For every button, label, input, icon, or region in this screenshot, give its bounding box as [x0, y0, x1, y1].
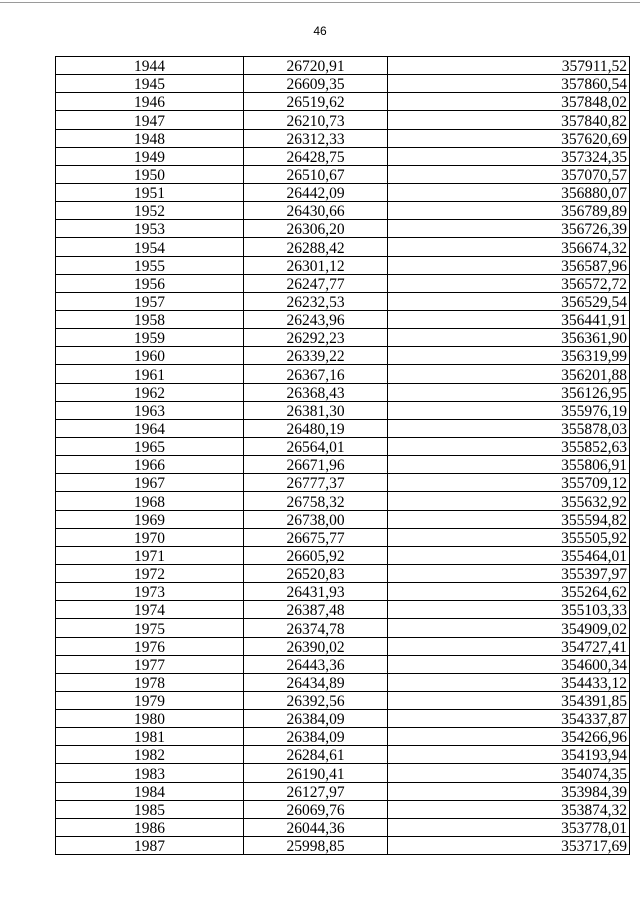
value-cell: 26392,56: [244, 691, 388, 709]
value-cell: 26306,20: [244, 220, 388, 238]
table-row: [56, 619, 630, 637]
value-cell: 26564,01: [244, 437, 388, 455]
year-cell: 1982: [56, 746, 244, 764]
value-cell: 26243,96: [244, 310, 388, 328]
value-cell: 26301,12: [244, 256, 388, 274]
cumulative-value-cell: 356529,54: [388, 292, 630, 310]
table-row: [56, 147, 630, 165]
table-row: [56, 292, 630, 310]
value-cell: 26430,66: [244, 202, 388, 220]
table-row: [56, 764, 630, 782]
table-body: [56, 57, 630, 855]
value-cell: 26384,09: [244, 728, 388, 746]
cumulative-value-cell: 357860,54: [388, 75, 630, 93]
value-cell: 26431,93: [244, 583, 388, 601]
value-cell: 26428,75: [244, 147, 388, 165]
cumulative-value-cell: 356726,39: [388, 220, 630, 238]
cumulative-value-cell: 355806,91: [388, 456, 630, 474]
page-number: 46: [313, 24, 327, 38]
cumulative-value-cell: 353778,01: [388, 818, 630, 836]
year-cell: 1975: [56, 619, 244, 637]
table-row: [56, 310, 630, 328]
value-cell: 26384,09: [244, 710, 388, 728]
value-cell: 26247,77: [244, 274, 388, 292]
year-cell: 1952: [56, 202, 244, 220]
table-row: [56, 583, 630, 601]
year-cell: 1956: [56, 274, 244, 292]
value-cell: 26232,53: [244, 292, 388, 310]
cumulative-value-cell: 356126,95: [388, 383, 630, 401]
cumulative-value-cell: 354337,87: [388, 710, 630, 728]
value-cell: 26284,61: [244, 746, 388, 764]
year-cell: 1976: [56, 637, 244, 655]
cumulative-value-cell: 356880,07: [388, 183, 630, 201]
value-cell: 26381,30: [244, 401, 388, 419]
year-cell: 1948: [56, 129, 244, 147]
table-row: [56, 274, 630, 292]
cumulative-value-cell: 355397,97: [388, 564, 630, 582]
table-row: [56, 456, 630, 474]
value-cell: 26510,67: [244, 165, 388, 183]
year-cell: 1951: [56, 183, 244, 201]
value-cell: 26387,48: [244, 601, 388, 619]
table-row: [56, 401, 630, 419]
table-row: [56, 111, 630, 129]
cumulative-value-cell: 357324,35: [388, 147, 630, 165]
table-row: [56, 256, 630, 274]
data-table: [55, 56, 630, 855]
year-cell: 1945: [56, 75, 244, 93]
table-row: [56, 437, 630, 455]
year-cell: 1984: [56, 782, 244, 800]
value-cell: 26443,36: [244, 655, 388, 673]
value-cell: 25998,85: [244, 837, 388, 855]
year-cell: 1960: [56, 347, 244, 365]
year-cell: 1967: [56, 474, 244, 492]
year-cell: 1966: [56, 456, 244, 474]
year-cell: 1947: [56, 111, 244, 129]
value-cell: 26609,35: [244, 75, 388, 93]
value-cell: 26288,42: [244, 238, 388, 256]
value-cell: 26292,23: [244, 329, 388, 347]
cumulative-value-cell: 356572,72: [388, 274, 630, 292]
value-cell: 26190,41: [244, 764, 388, 782]
cumulative-value-cell: 353874,32: [388, 800, 630, 818]
year-cell: 1978: [56, 673, 244, 691]
table-row: [56, 673, 630, 691]
table-row: [56, 329, 630, 347]
table-row: [56, 93, 630, 111]
year-cell: 1985: [56, 800, 244, 818]
cumulative-value-cell: 354193,94: [388, 746, 630, 764]
cumulative-value-cell: 354391,85: [388, 691, 630, 709]
table-row: [56, 165, 630, 183]
table-row: [56, 691, 630, 709]
cumulative-value-cell: 354074,35: [388, 764, 630, 782]
cumulative-value-cell: 354266,96: [388, 728, 630, 746]
value-cell: 26442,09: [244, 183, 388, 201]
table-row: [56, 655, 630, 673]
table-row: [56, 75, 630, 93]
cumulative-value-cell: 356361,90: [388, 329, 630, 347]
year-cell: 1950: [56, 165, 244, 183]
year-cell: 1980: [56, 710, 244, 728]
year-cell: 1969: [56, 510, 244, 528]
cumulative-value-cell: 355594,82: [388, 510, 630, 528]
table-row: [56, 782, 630, 800]
table-row: [56, 202, 630, 220]
value-cell: 26605,92: [244, 546, 388, 564]
table-row: [56, 129, 630, 147]
cumulative-value-cell: 355852,63: [388, 437, 630, 455]
cumulative-value-cell: 356674,32: [388, 238, 630, 256]
year-cell: 1959: [56, 329, 244, 347]
table-row: [56, 238, 630, 256]
value-cell: 26480,19: [244, 419, 388, 437]
table-row: [56, 601, 630, 619]
year-cell: 1949: [56, 147, 244, 165]
year-cell: 1986: [56, 818, 244, 836]
table-row: [56, 746, 630, 764]
cumulative-value-cell: 354433,12: [388, 673, 630, 691]
table-row: [56, 220, 630, 238]
year-cell: 1983: [56, 764, 244, 782]
year-cell: 1972: [56, 564, 244, 582]
year-cell: 1979: [56, 691, 244, 709]
cumulative-value-cell: 355709,12: [388, 474, 630, 492]
table-row: [56, 800, 630, 818]
value-cell: 26671,96: [244, 456, 388, 474]
table-row: [56, 728, 630, 746]
value-cell: 26368,43: [244, 383, 388, 401]
year-cell: 1963: [56, 401, 244, 419]
value-cell: 26127,97: [244, 782, 388, 800]
value-cell: 26210,73: [244, 111, 388, 129]
cumulative-value-cell: 357840,82: [388, 111, 630, 129]
value-cell: 26520,83: [244, 564, 388, 582]
value-cell: 26312,33: [244, 129, 388, 147]
year-cell: 1953: [56, 220, 244, 238]
cumulative-value-cell: 355632,92: [388, 492, 630, 510]
value-cell: 26720,91: [244, 57, 388, 75]
value-cell: 26367,16: [244, 365, 388, 383]
table-row: [56, 383, 630, 401]
table-row: [56, 183, 630, 201]
cumulative-value-cell: 354600,34: [388, 655, 630, 673]
table-row: [56, 365, 630, 383]
cumulative-value-cell: 353984,39: [388, 782, 630, 800]
year-cell: 1981: [56, 728, 244, 746]
year-cell: 1964: [56, 419, 244, 437]
top-border-line: [0, 2, 640, 3]
cumulative-value-cell: 354727,41: [388, 637, 630, 655]
value-cell: 26519,62: [244, 93, 388, 111]
year-cell: 1970: [56, 528, 244, 546]
year-cell: 1962: [56, 383, 244, 401]
value-cell: 26738,00: [244, 510, 388, 528]
cumulative-value-cell: 356789,89: [388, 202, 630, 220]
table-row: [56, 492, 630, 510]
value-cell: 26434,89: [244, 673, 388, 691]
year-cell: 1944: [56, 57, 244, 75]
year-cell: 1977: [56, 655, 244, 673]
cumulative-value-cell: 357070,57: [388, 165, 630, 183]
value-cell: 26675,77: [244, 528, 388, 546]
value-cell: 26044,36: [244, 818, 388, 836]
cumulative-value-cell: 356587,96: [388, 256, 630, 274]
value-cell: 26374,78: [244, 619, 388, 637]
year-cell: 1957: [56, 292, 244, 310]
table-row: [56, 419, 630, 437]
cumulative-value-cell: 355103,33: [388, 601, 630, 619]
year-cell: 1973: [56, 583, 244, 601]
cumulative-value-cell: 357911,52: [388, 57, 630, 75]
year-cell: 1961: [56, 365, 244, 383]
cumulative-value-cell: 356441,91: [388, 310, 630, 328]
cumulative-value-cell: 355505,92: [388, 528, 630, 546]
table-row: [56, 710, 630, 728]
table-row: [56, 818, 630, 836]
value-cell: 26758,32: [244, 492, 388, 510]
table-row: [56, 347, 630, 365]
table-row: [56, 510, 630, 528]
cumulative-value-cell: 355464,01: [388, 546, 630, 564]
cumulative-value-cell: 356319,99: [388, 347, 630, 365]
table-row: [56, 474, 630, 492]
cumulative-value-cell: 356201,88: [388, 365, 630, 383]
cumulative-value-cell: 357848,02: [388, 93, 630, 111]
value-cell: 26777,37: [244, 474, 388, 492]
table-row: [56, 837, 630, 855]
cumulative-value-cell: 355878,03: [388, 419, 630, 437]
value-cell: 26069,76: [244, 800, 388, 818]
table-row: [56, 564, 630, 582]
year-cell: 1955: [56, 256, 244, 274]
cumulative-value-cell: 357620,69: [388, 129, 630, 147]
cumulative-value-cell: 355264,62: [388, 583, 630, 601]
table-row: [56, 546, 630, 564]
year-cell: 1968: [56, 492, 244, 510]
value-cell: 26339,22: [244, 347, 388, 365]
year-cell: 1946: [56, 93, 244, 111]
year-cell: 1974: [56, 601, 244, 619]
cumulative-value-cell: 355976,19: [388, 401, 630, 419]
table-row: [56, 528, 630, 546]
table-row: [56, 57, 630, 75]
year-cell: 1954: [56, 238, 244, 256]
table-row: [56, 637, 630, 655]
cumulative-value-cell: 353717,69: [388, 837, 630, 855]
year-cell: 1965: [56, 437, 244, 455]
value-cell: 26390,02: [244, 637, 388, 655]
cumulative-value-cell: 354909,02: [388, 619, 630, 637]
year-cell: 1987: [56, 837, 244, 855]
year-cell: 1958: [56, 310, 244, 328]
year-cell: 1971: [56, 546, 244, 564]
